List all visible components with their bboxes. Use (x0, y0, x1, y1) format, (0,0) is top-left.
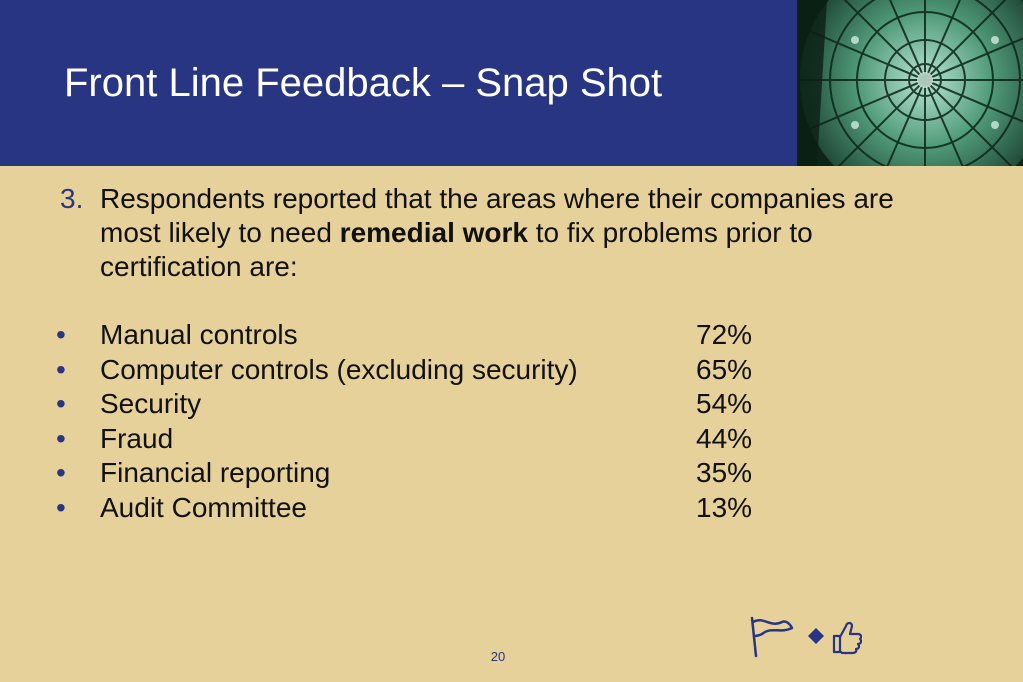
list-item (56, 491, 816, 526)
bullet: • (56, 319, 66, 350)
diamond-icon (808, 628, 824, 644)
results-list (56, 318, 816, 526)
bullet: • (56, 388, 66, 420)
slide-title: Front Line Feedback – Snap Shot (64, 61, 663, 105)
item-label: Financial reporting (100, 457, 331, 489)
item-percent: 65% (696, 353, 753, 385)
intro-text-before: Respondents reported that the areas where their companies are most likely to need (100, 183, 894, 248)
item-label: Audit Committee (100, 491, 307, 523)
intro-emphasis: remedial work (339, 217, 528, 248)
item-label: Computer controls (excluding security) (100, 353, 578, 385)
bullet: • (56, 422, 66, 454)
bullet: • (56, 491, 66, 523)
flag-icon (752, 618, 792, 656)
logo-symbols (746, 614, 862, 660)
list-item (56, 387, 816, 422)
item-label: Security (100, 388, 202, 420)
item-label: Manual controls (100, 319, 298, 350)
list-item (56, 422, 816, 457)
intro-text-after: to fix problems prior to certification are: (100, 217, 813, 282)
page-number: 20 (490, 649, 506, 664)
bullet: • (56, 353, 66, 385)
bullet: • (56, 457, 66, 489)
item-percent: 72% (696, 319, 753, 350)
list-item (56, 456, 816, 491)
item-percent: 13% (696, 491, 753, 523)
intro-number: 3. (60, 183, 84, 214)
stained-glass-dome-image (797, 0, 1023, 166)
list-item (56, 318, 816, 353)
list-item (56, 353, 816, 388)
item-percent: 54% (696, 388, 753, 420)
intro-text (100, 182, 950, 284)
item-percent: 44% (696, 422, 753, 454)
header-band (0, 0, 1023, 166)
item-label: Fraud (100, 422, 174, 454)
thumbs-up-icon (834, 623, 861, 653)
item-percent: 35% (696, 457, 753, 489)
